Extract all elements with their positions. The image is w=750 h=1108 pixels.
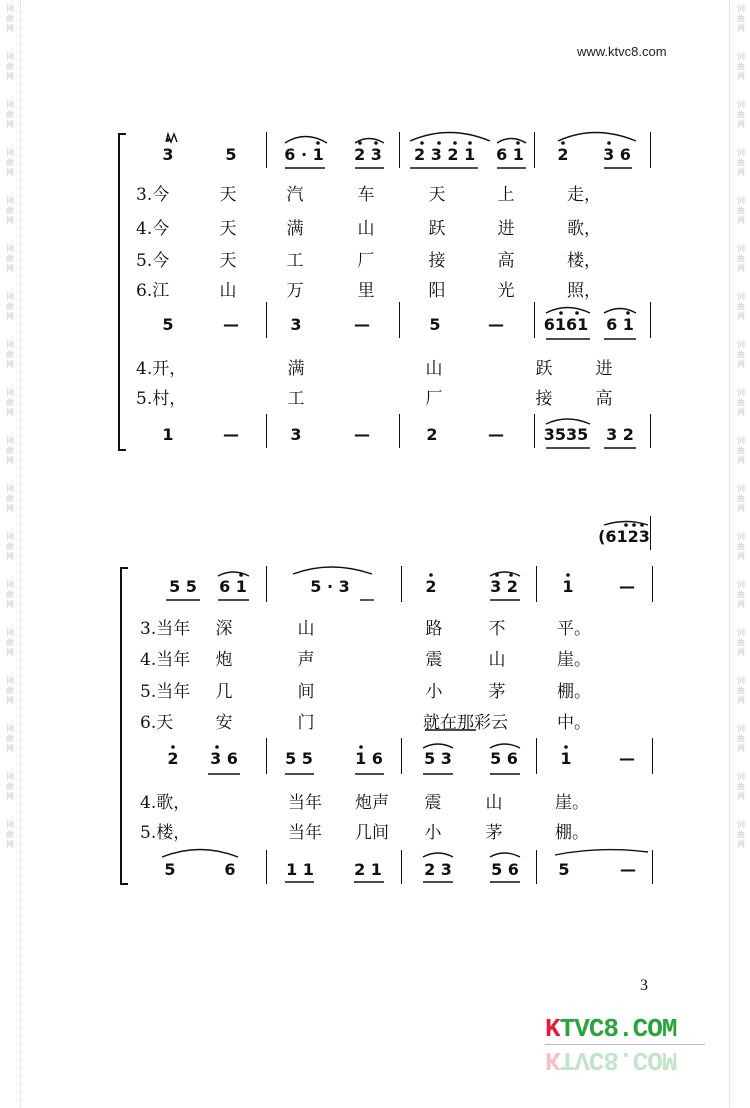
lyric: 4.当年 [140, 650, 191, 670]
note: 6 · 1 [284, 145, 324, 164]
lyric: 5.楼， [140, 823, 191, 843]
note: 1 [560, 749, 572, 768]
lyric: 走， [567, 185, 601, 205]
edge-watermark-glyphs: 词 曲 网 [737, 580, 745, 609]
note: 5 [558, 860, 570, 879]
lyric: 山 [357, 219, 375, 239]
lyric: 炮 [215, 650, 233, 670]
lyric: 5.今 [136, 251, 170, 271]
lyric: 震 [424, 793, 442, 813]
note: — [223, 425, 239, 444]
lyric: 接 [428, 251, 446, 271]
note: 2 3 2 1 [414, 145, 476, 164]
lyric: 门 [297, 713, 315, 733]
note: 5 [225, 145, 237, 164]
note: 2 [557, 145, 569, 164]
edge-watermark-glyphs: 词 曲 网 [6, 100, 14, 129]
lyric: 接 [535, 389, 553, 409]
lyric: 几间 [355, 823, 389, 843]
interlude-notes: (6123 [598, 527, 650, 546]
lyric: 里 [357, 281, 375, 301]
note: — [354, 425, 370, 444]
logo-text [545, 1014, 676, 1044]
logo-reflection [545, 1045, 676, 1075]
note: 5 [164, 860, 176, 879]
lyric: 就在那彩云 [423, 713, 508, 733]
note: 6 1 [606, 315, 634, 334]
lyric: 4.开， [136, 359, 187, 379]
lyric: 4.歌， [140, 793, 191, 813]
edge-watermark-glyphs: 词 曲 网 [737, 724, 745, 753]
lyric: 跃 [428, 219, 446, 239]
note: 3 [290, 425, 302, 444]
lyric: 天 [219, 251, 237, 271]
edge-watermark-glyphs: 词 曲 网 [737, 340, 745, 369]
edge-watermark-glyphs: 词 曲 网 [6, 628, 14, 657]
lyric: 厂 [425, 389, 443, 409]
edge-watermark-glyphs: 词 曲 网 [737, 148, 745, 177]
lyric: 崖。 [557, 650, 591, 670]
note: 6 1 [219, 577, 247, 596]
note: 3 [162, 145, 174, 164]
edge-watermark-glyphs: 词 曲 网 [737, 820, 745, 849]
edge-watermark-glyphs: 词 曲 网 [6, 340, 14, 369]
logo-rest: TVC8.COM [559, 1014, 677, 1044]
lyric: 厂 [357, 251, 375, 271]
lyric: 5.村， [136, 389, 187, 409]
note: 1 [562, 577, 574, 596]
edge-watermark-glyphs: 词 曲 网 [737, 292, 745, 321]
lyric: 楼， [567, 251, 601, 271]
note: 6 [224, 860, 236, 879]
lyric: 小 [424, 823, 442, 843]
lyric: 车 [357, 185, 375, 205]
note: 5 5 [169, 577, 197, 596]
lyric: 棚。 [555, 823, 589, 843]
lyric: 茅 [488, 682, 506, 702]
edge-watermark-glyphs: 词 曲 网 [6, 52, 14, 81]
logo-k: K [545, 1014, 560, 1044]
lyric: 路 [425, 619, 443, 639]
note: 2 [167, 749, 179, 768]
lyric: 间 [297, 682, 315, 702]
page-number: 3 [640, 977, 648, 994]
site-url: www.ktvc8.com [577, 44, 667, 59]
lyric: 歌， [567, 219, 601, 239]
note: 1 6 [355, 749, 383, 768]
lyric: 工 [286, 251, 304, 271]
lyric: 安 [215, 713, 233, 733]
note: 2 1 [354, 860, 382, 879]
lyric: 高 [497, 251, 515, 271]
lyric: 光 [497, 281, 515, 301]
edge-watermark-glyphs: 词 曲 网 [6, 724, 14, 753]
edge-watermark-glyphs: 词 曲 网 [6, 772, 14, 801]
edge-watermark-glyphs: 词 曲 网 [6, 388, 14, 417]
note: 1 [162, 425, 174, 444]
lyric: 棚。 [557, 682, 591, 702]
lyric: 进 [595, 359, 613, 379]
lyric: 阳 [428, 281, 446, 301]
note: 6161 [543, 315, 589, 334]
note: — [620, 860, 636, 879]
edge-watermark-glyphs: 词 曲 网 [6, 244, 14, 273]
note: 3 6 [603, 145, 631, 164]
lyric: 当年 [288, 823, 322, 843]
lyric: 中。 [557, 713, 591, 733]
lyric: 炮声 [355, 793, 389, 813]
edge-watermark-glyphs: 词 曲 网 [737, 532, 745, 561]
edge-watermark-glyphs: 词 曲 网 [6, 532, 14, 561]
edge-watermark-glyphs: 词 曲 网 [6, 436, 14, 465]
lyric: 5.当年 [140, 682, 191, 702]
lyric: 小 [425, 682, 443, 702]
edge-watermark-glyphs: 词 曲 网 [6, 820, 14, 849]
edge-watermark-glyphs: 词 曲 网 [6, 676, 14, 705]
edge-watermark-glyphs: 词 曲 网 [737, 772, 745, 801]
lyric: 工 [287, 389, 305, 409]
lyric: 当年 [288, 793, 322, 813]
edge-watermark-glyphs: 词 曲 网 [737, 436, 745, 465]
lyric: 天 [219, 219, 237, 239]
lyric: 满 [287, 359, 305, 379]
note: 1 1 [286, 860, 314, 879]
note: — [619, 749, 635, 768]
edge-watermark-glyphs: 词 曲 网 [6, 196, 14, 225]
note: 2 [426, 425, 438, 444]
lyric: 4.今 [136, 219, 170, 239]
lyric: 进 [497, 219, 515, 239]
note: 3 [290, 315, 302, 334]
lyric: 天 [219, 185, 237, 205]
edge-watermark-glyphs: 词 曲 网 [6, 580, 14, 609]
note: — [488, 315, 504, 334]
note: — [223, 315, 239, 334]
lyric: 跃 [535, 359, 553, 379]
note: — [354, 315, 370, 334]
note: 3 2 [490, 577, 518, 596]
note: 2 3 [424, 860, 452, 879]
edge-watermark-glyphs: 词 曲 网 [6, 148, 14, 177]
logo-rest: TVC8.COM [559, 1045, 677, 1075]
lyric: 声 [297, 650, 315, 670]
note: 2 [425, 577, 437, 596]
lyric: 3.当年 [140, 619, 191, 639]
edge-watermark-glyphs: 词 曲 网 [737, 52, 745, 81]
lyric: 崖。 [555, 793, 589, 813]
lyric: 深 [215, 619, 233, 639]
edge-watermark-glyphs: 词 曲 网 [737, 628, 745, 657]
lyric: 6.江 [136, 281, 170, 301]
note: 5 6 [491, 860, 519, 879]
note: 3 2 [606, 425, 634, 444]
lyric: 天 [428, 185, 446, 205]
edge-watermark-glyphs: 词 曲 网 [737, 388, 745, 417]
lyric: 照， [567, 281, 601, 301]
lyric: 汽 [286, 185, 304, 205]
lyric: 几 [215, 682, 233, 702]
lyric: 3.今 [136, 185, 170, 205]
note: 5 [162, 315, 174, 334]
note: 3 6 [210, 749, 238, 768]
edge-watermark-glyphs: 词 曲 网 [737, 244, 745, 273]
lyric: 山 [219, 281, 237, 301]
edge-watermark-glyphs: 词 曲 网 [737, 484, 745, 513]
lyric: 山 [297, 619, 315, 639]
note: — [619, 577, 635, 596]
lyric: 山 [488, 650, 506, 670]
lyric: 6.天 [140, 713, 174, 733]
logo-k: K [545, 1045, 560, 1075]
edge-watermark-glyphs: 词 曲 网 [6, 484, 14, 513]
note: 3535 [543, 425, 589, 444]
lyric: 山 [425, 359, 443, 379]
edge-watermark-glyphs: 词 曲 网 [6, 292, 14, 321]
edge-watermark-glyphs: 词 曲 网 [737, 676, 745, 705]
lyric: 上 [497, 185, 515, 205]
note: 5 5 [285, 749, 313, 768]
note: 5 [429, 315, 441, 334]
edge-watermark-glyphs: 词 曲 网 [6, 4, 14, 33]
edge-watermark-glyphs: 词 曲 网 [737, 100, 745, 129]
note: 2 3 [354, 145, 382, 164]
lyric: 满 [286, 219, 304, 239]
note: 5 3 [424, 749, 452, 768]
note: 5 6 [490, 749, 518, 768]
note: 5 · 3 [310, 577, 350, 596]
lyric: 万 [286, 281, 304, 301]
lyric: 山 [485, 793, 503, 813]
lyric: 不 [488, 619, 506, 639]
edge-watermark-glyphs: 词 曲 网 [737, 4, 745, 33]
note: — [488, 425, 504, 444]
edge-watermark-glyphs: 词 曲 网 [737, 196, 745, 225]
lyric: 平。 [557, 619, 591, 639]
note: 6 1 [496, 145, 524, 164]
lyric: 茅 [485, 823, 503, 843]
lyric: 高 [595, 389, 613, 409]
lyric: 震 [425, 650, 443, 670]
